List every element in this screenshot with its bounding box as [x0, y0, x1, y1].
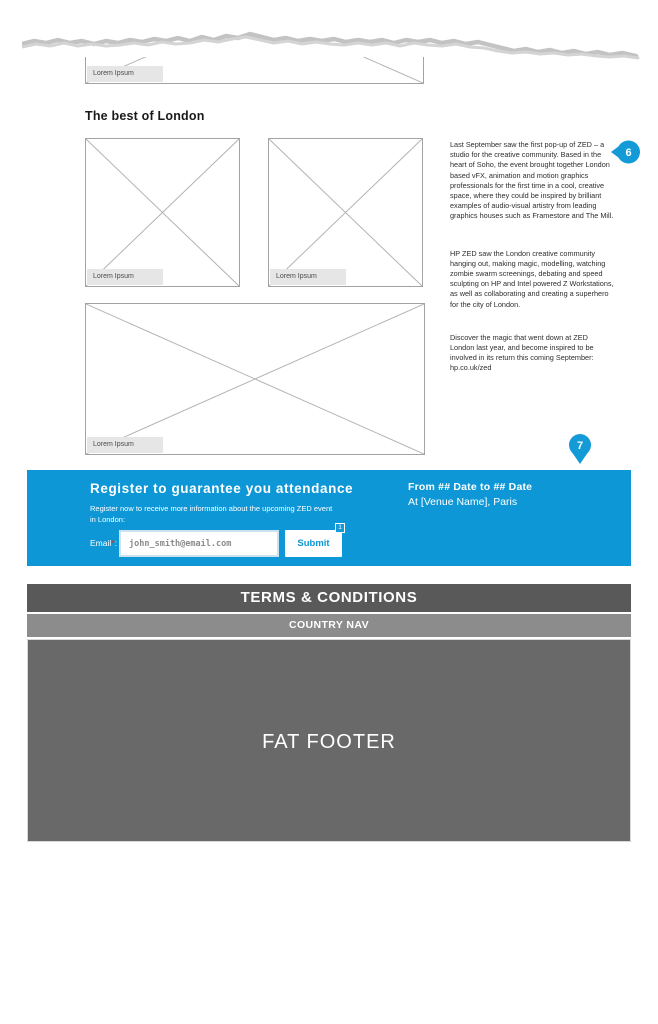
body-paragraph: Last September saw the first pop-up of ZED – a studio for the creative community. Based in the heart of Soho, the event brought together London based vFX, animation and motion graphics professionals for the first time in a cool, creative space, where they could be inspired by brilliant examples of audio-visual artistry from leading graphics houses such as Framestore and The Mill.: [450, 140, 614, 221]
section-title: The best of London: [85, 109, 205, 123]
hero-image-placeholder: [85, 57, 424, 84]
image-placeholder-x-icon: [269, 139, 422, 286]
annotation-badge-1: 1: [335, 523, 345, 533]
registration-heading: Register to guarantee you attendance: [90, 481, 354, 496]
image-caption-label: Lorem Ipsum: [87, 66, 163, 82]
svg-text:7: 7: [576, 440, 584, 452]
image-placeholder-x-icon: [86, 304, 424, 454]
terms-and-conditions-bar[interactable]: TERMS & CONDITIONS: [27, 584, 631, 612]
fat-footer-label: FAT FOOTER: [262, 731, 396, 753]
image-caption-label: Lorem Ipsum: [87, 437, 163, 453]
body-paragraph: Discover the magic that went down at ZED London last year, and become inspired to be involved in its return this coming September: hp.co.uk/zed: [450, 332, 594, 373]
gallery-image-placeholder: [268, 138, 423, 287]
body-paragraph: HP ZED saw the London creative community hanging out, making magic, modelling, watching zombie swarm screenings, debating and speed sculpting on HP and Intel powered Z Workstations, as well as collaborating and creating a superhero for the city of London.: [450, 248, 614, 309]
email-label: Email*:: [90, 538, 117, 548]
image-placeholder-x-icon: [86, 139, 239, 286]
image-caption-label: Lorem Ipsum: [87, 269, 163, 285]
annotation-pin-6-icon: [610, 138, 641, 166]
image-caption-label: Lorem Ipsum: [270, 269, 346, 285]
annotation-pin-7-icon: [568, 434, 592, 465]
email-input[interactable]: [119, 530, 279, 557]
registration-description: Register now to receive more information about the upcoming ZED event in London:: [90, 504, 333, 524]
submit-button[interactable]: Submit: [285, 530, 342, 557]
fat-footer-region: [27, 639, 631, 842]
country-nav-bar[interactable]: COUNTRY NAV: [27, 614, 631, 637]
svg-text:6: 6: [625, 147, 632, 159]
registration-banner: [27, 470, 631, 566]
gallery-image-placeholder: [85, 138, 240, 287]
wide-image-placeholder: [85, 303, 425, 455]
event-venue-line: At [Venue Name], Paris: [408, 496, 518, 508]
body-copy-column: [450, 140, 614, 374]
event-details: [408, 481, 532, 508]
event-date-line: From ## Date to ## Date: [408, 481, 533, 493]
required-asterisk: *: [111, 538, 115, 548]
